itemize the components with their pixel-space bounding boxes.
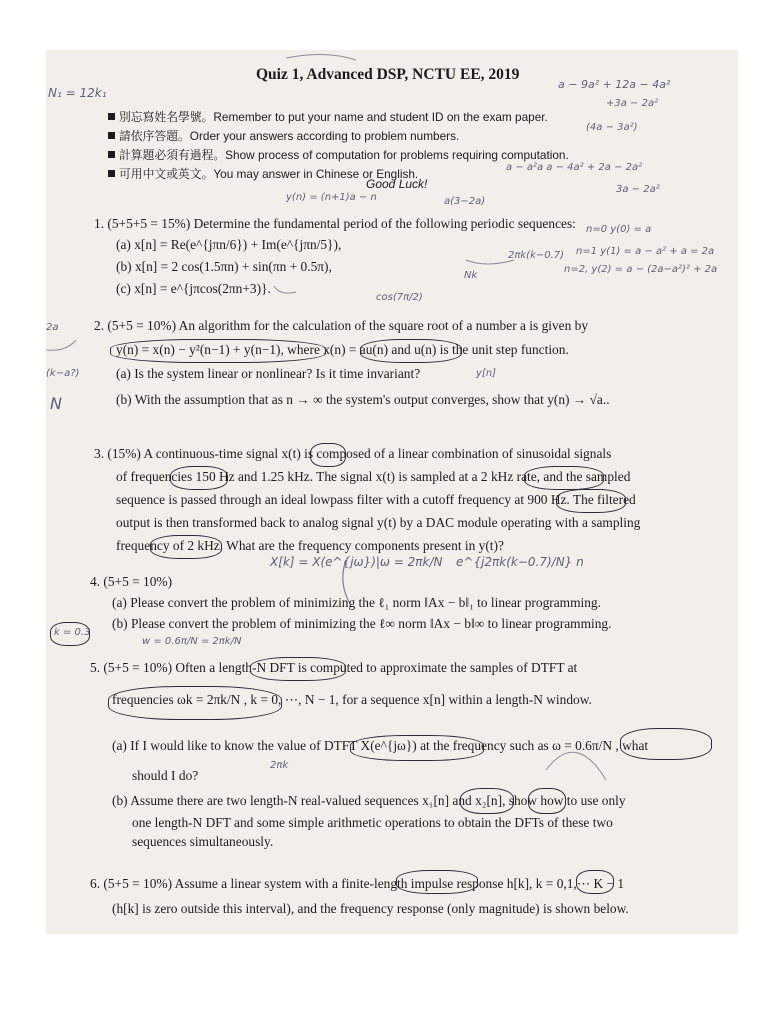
handwritten-note: a(3−2a) [444, 196, 486, 207]
question-1c: (c) x[n] = e^{jπcos(2πn+3)}. [116, 281, 271, 296]
question-2b: (b) With the assumption that as n → ∞ the system's output converges, show that y(n) → √a.. [116, 392, 610, 407]
note-item: 可用中文或英文。You may answer in Chinese or English. [108, 165, 418, 182]
handwritten-note: y[n] [476, 368, 497, 379]
question-3-line: output is then transformed back to analog signal y(t) by a DAC module operating with a sampling [116, 515, 641, 530]
handwritten-note: a − 9a² + 12a − 4a² [558, 78, 671, 91]
question-1-heading: 1. (5+5+5 = 15%) Determine the fundamental period of the following periodic sequences: [94, 216, 576, 231]
circle-annotation [310, 443, 346, 467]
page-title: Quiz 1, Advanced DSP, NCTU EE, 2019 [256, 66, 520, 83]
handwritten-note: w = 0.6π/N = 2πk/N [142, 636, 242, 647]
handwritten-note: e^{j2πk(k−0.7)/N} n [456, 555, 584, 569]
question-5b-cont: sequences simultaneously. [132, 834, 274, 849]
handwritten-note: y(n) = (n+1)a − n [286, 192, 377, 203]
circle-annotation [576, 870, 614, 894]
handwritten-note: X[k] = X(e^{jω})|ω = 2πk/N [270, 555, 443, 569]
handwritten-note: k = 0.3 [54, 627, 91, 638]
question-3-line: 3. (15%) A continuous-time signal x(t) is composed of a linear combination of sinusoidal signals [94, 446, 612, 461]
circle-annotation [460, 788, 514, 814]
circle-annotation [250, 657, 346, 681]
question-5-line: 5. (5+5 = 10%) Often a length-N DFT is computed to approximate the samples of DTFT at [90, 660, 578, 675]
circle-annotation [150, 535, 222, 559]
handwritten-note: (k−a?) [46, 368, 80, 379]
question-5b-cont: one length-N DFT and some simple arithmetic operations to obtain the DFTs of these two [132, 815, 613, 830]
circle-annotation [350, 735, 484, 761]
handwritten-note: 3a − 2a² [616, 184, 660, 195]
circle-annotation [524, 466, 604, 490]
question-3-line: of frequencies 150 Hz and 1.25 kHz. The signal x(t) is sampled at a 2 kHz rate, and the sampled [116, 469, 631, 484]
handwritten-note: N₁ = 12k₁ [48, 86, 107, 100]
question-2-line: y(n) = x(n) − y²(n−1) + y(n−1), where x(n) = au(n) and u(n) is the unit step function. [116, 342, 569, 357]
circle-annotation [170, 466, 228, 490]
circle-annotation [108, 686, 282, 720]
handwritten-note: a − a²a a − 4a² + 2a − 2a² [506, 162, 643, 173]
handwritten-note: N [50, 394, 62, 413]
handwritten-note: 2πk(k−0.7) [508, 250, 565, 261]
circle-annotation [396, 870, 478, 894]
circle-annotation [110, 339, 326, 363]
note-item: 計算題必須有過程。Show process of computation for problems requiring computation. [108, 146, 569, 163]
question-4-heading: 4. (5+5 = 10%) [90, 574, 173, 589]
question-1a: (a) x[n] = Re(e^{jπn/6}) + Im(e^{jπn/5}), [116, 237, 342, 252]
question-5a-cont: should I do? [132, 768, 199, 783]
question-6-line: (h[k] is zero outside this interval), and the frequency response (only magnitude) is shown below. [112, 901, 629, 916]
question-4a: (a) Please convert the problem of minimizing the ℓ₁ norm ‖Ax − b‖₁ to linear programming. [112, 595, 601, 610]
question-2-line: 2. (5+5 = 10%) An algorithm for the calculation of the square root of a number a is given by [94, 318, 589, 333]
handwritten-note: 2πk [270, 760, 289, 771]
question-3-line: sequence is passed through an ideal lowpass filter with a cutoff frequency at 900 Hz. The filtered [116, 492, 636, 507]
handwritten-note: Nk [464, 270, 478, 281]
handwritten-note: (4a − 3a²) [586, 122, 638, 133]
circle-annotation [620, 728, 712, 760]
handwritten-note: n=2, y(2) = a − (2a−a²)² + 2a [564, 264, 718, 275]
question-5-line: frequencies ωk = 2πk/N , k = 0, ⋯, N − 1, for a sequence x[n] within a length-N window. [112, 692, 592, 707]
note-item: 請依序答題。Order your answers according to problem numbers. [108, 127, 459, 144]
handwritten-note: n=0 y(0) = a [586, 224, 652, 235]
question-3-line: frequency of 2 kHz. What are the frequency components present in y(t)? [116, 538, 504, 553]
question-5b: (b) Assume there are two length-N real-valued sequences x₁[n] and x₂[n], show how to use only [112, 793, 626, 808]
exam-paper [46, 50, 738, 934]
handwritten-note: +3a − 2a² [606, 98, 659, 109]
question-1b: (b) x[n] = 2 cos(1.5πn) + sin(πn + 0.5π), [116, 259, 332, 274]
question-2a: (a) Is the system linear or nonlinear? Is it time invariant? [116, 366, 421, 381]
good-luck-text: Good Luck! [366, 177, 428, 191]
handwritten-note: 2a [46, 322, 59, 333]
circle-annotation [360, 339, 462, 363]
note-item: 別忘寫姓名學號。Remember to put your name and student ID on the exam paper. [108, 108, 548, 125]
question-6-line: 6. (5+5 = 10%) Assume a linear system with a finite-length impulse response h[k], k = 0,1,⋯ K − 1 [90, 876, 625, 891]
circle-annotation [556, 489, 626, 513]
question-4b: (b) Please convert the problem of minimizing the ℓ∞ norm ‖Ax − b‖∞ to linear programming. [112, 616, 612, 631]
handwritten-note: cos(7π/2) [376, 292, 423, 303]
question-5a: (a) If I would like to know the value of DTFT X(e^{jω}) at the frequency such as ω = 0.6π/N , what [112, 738, 649, 753]
circle-annotation [528, 788, 566, 814]
handwritten-note: n=1 y(1) = a − a² + a = 2a [576, 246, 715, 257]
